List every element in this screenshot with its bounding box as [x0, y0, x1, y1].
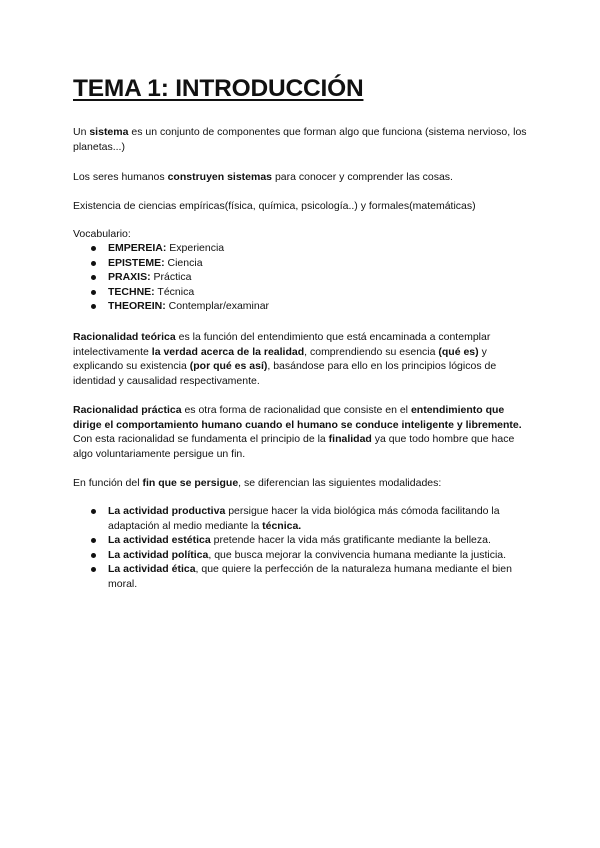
bold-term: sistema: [89, 126, 129, 138]
bold-term: (qué es): [438, 345, 479, 358]
bold-term: La actividad ética: [108, 563, 196, 575]
list-item: [73, 299, 269, 314]
text-run: para conocer y comprender las cosas.: [272, 171, 453, 183]
text-run: , comprendiendo su esencia: [304, 345, 439, 358]
vocabulary-heading: Vocabulario:: [73, 228, 131, 240]
list-item: [73, 285, 269, 300]
text-run: Con esta racionalidad se fundamenta el principio de la: [73, 433, 329, 445]
page-title: TEMA 1: INTRODUCCIÓN: [73, 75, 364, 102]
text-run: es otra forma de racionalidad que consiste en el: [181, 404, 411, 416]
bold-term: Racionalidad práctica: [73, 404, 182, 416]
text-run: Los seres humanos: [73, 171, 168, 183]
modalities-list: [73, 504, 533, 591]
bold-term: Racionalidad teórica: [73, 331, 176, 343]
vocab-term: TECHNE:: [108, 285, 155, 298]
list-item: [73, 533, 533, 548]
vocab-term: PRAXIS:: [108, 271, 151, 283]
text-run: En función del: [73, 477, 143, 489]
list-item: [73, 256, 269, 271]
bold-term: La actividad política: [108, 548, 209, 561]
text-run: y explicando su existencia: [73, 345, 487, 372]
vocab-definition: Ciencia: [164, 256, 203, 269]
text-run: pretende hacer la vida más gratificante mediante la belleza.: [210, 534, 491, 546]
bold-term: La actividad productiva: [108, 505, 226, 517]
vocabulary-list: [73, 241, 269, 314]
list-item: [73, 562, 533, 591]
list-item: [73, 241, 269, 256]
text-run: Existencia de ciencias empíricas(física, química, psicología..) y formales(matemáticas): [73, 200, 476, 212]
bold-term: construyen sistemas: [167, 171, 273, 183]
bold-term: finalidad: [328, 433, 372, 445]
paragraph-racionalidad-teorica: [73, 330, 528, 388]
bold-term: (por qué es así): [189, 360, 268, 372]
paragraph-fin: [73, 476, 528, 491]
bold-term: técnica.: [262, 519, 302, 532]
vocab-term: EMPEREIA:: [108, 242, 167, 254]
text-run: , se diferencian las siguientes modalidades:: [238, 477, 442, 489]
list-item: [73, 504, 533, 533]
text-run: , basándose para ello en los principios lógicos de identidad y causalidad respectivamente.: [73, 360, 497, 387]
paragraph-construyen: [73, 170, 528, 185]
text-run: Un: [73, 126, 90, 138]
list-item: [73, 548, 533, 563]
paragraph-racionalidad-practica: [73, 403, 528, 461]
paragraph-ciencias: [73, 199, 528, 214]
vocab-definition: Experiencia: [166, 242, 225, 254]
vocab-term: EPISTEME:: [108, 256, 165, 269]
list-item: [73, 270, 269, 285]
vocab-term: THEOREIN:: [108, 300, 166, 312]
text-run: es la función del entendimiento que está encaminada a contemplar intelectivamente: [73, 331, 491, 358]
text-run: es un conjunto de componentes que forman algo que funciona (sistema nervioso, los planetas...): [73, 126, 527, 153]
paragraph-sistema: [73, 125, 528, 154]
text-run: ya que todo hombre que hace algo voluntariamente persigue un fin.: [73, 433, 515, 460]
bold-term: la verdad acerca de la realidad: [151, 345, 305, 358]
text-run: , que busca mejorar la convivencia humana mediante la justicia.: [208, 548, 507, 561]
text-run: , que quiere la perfección de la naturaleza humana mediante el bien moral.: [108, 563, 512, 590]
vocab-definition: Contemplar/examinar: [165, 300, 270, 312]
bold-term: entendimiento que dirige el comportamiento humano cuando el humano se conduce inteligente y libremente.: [73, 404, 522, 431]
text-run: persigue hacer la vida biológica más cómoda facilitando la adaptación al medio mediante la: [108, 505, 500, 532]
vocab-definition: Práctica: [150, 271, 192, 283]
bold-term: La actividad estética: [108, 534, 211, 546]
vocab-definition: Técnica: [154, 285, 195, 298]
bold-term: fin que se persigue: [142, 477, 239, 489]
